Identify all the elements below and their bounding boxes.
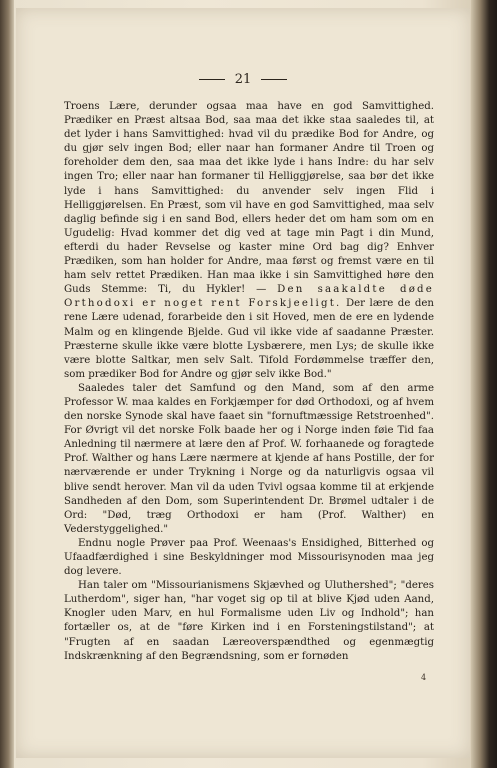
page-header xyxy=(16,72,470,87)
page-body xyxy=(64,100,434,664)
left-page-edge xyxy=(0,0,14,768)
margin-mark: 4 xyxy=(421,673,427,682)
paragraph-2: Saaledes taler det Samfund og den Mand, som af den arme Professor W. maa kaldes en Forkjæmper for død Orthodoxi, og af hvem den norske Synode skal have faaet sin "fornuftmæssige Retstroenhed". For Øvrigt vil det norske Folk baade her og i Norge inden føie Tid faa Anledning til nærmere at lære den af Prof. W. forhaanede og foragtede Prof. Walther og hans Lære nærmere at kjende af hans Postille, der for nærværende er under Trykning i Norge og da naturligvis ogsaa vil blive sendt herover. Man vil da uden Tvivl ogsaa komme til at erkjende Sandheden af den Dom, som Superintendent Dr. Brømel udtaler i de Ord: "Død, træg Orthodoxi er ham (Prof. Walther) en Vederstyggelighed." xyxy=(64,382,434,535)
page-number: 21 xyxy=(234,72,252,87)
paragraph-1-text-a: Troens Lære, derunder ogsaa maa have en god Samvittighed. Prædiker en Præst altsaa Bod, saa maa det ikke staa saaledes til, at det lyder i hans Samvittighed: hvad vil du prædike Bod for Andre, og du gjør selv ingen Bod; eller naar han formaner Andre til Troen og foreholder dem den, saa maa det ikke lyde i hans Indre: du har selv ingen Tro; eller naar han formaner til Helliggjørelse, saa bør det ikke lyde i hans Samvittighed: du anvender selv ingen Flid i Helliggjørelsen. En Præst, som vil have en god Samvittighed, maa selv daglig befinde sig i en sand Bod, ellers heder det om ham som om en Ugudelig: Hvad kommer det dig ved at tage min Pagt i din Mund, efterdi du hader Revselse og kaster mine Ord bag dig? Enhver Prædiken, som han holder for Andre, maa først og fremst være en til ham selv rettet Prædiken. Han maa ikke i sin Samvittighed høre den Guds Stemme: Ti, du Hykler! — xyxy=(64,101,434,296)
header-rule-right xyxy=(261,79,287,80)
right-page-edge xyxy=(471,0,497,768)
book-page xyxy=(16,8,470,758)
header-rule-left xyxy=(199,79,225,80)
paragraph-1 xyxy=(64,100,434,382)
paragraph-3: Endnu nogle Prøver paa Prof. Weenaas's Ensidighed, Bitterhed og Ufaadfærdighed i sine Beskyldninger mod Missourisynoden maa jeg dog levere. xyxy=(64,537,434,578)
paragraph-1-spaced-emphasis: Den saakaldte døde Orthodoxi er noget rent Forskjeeligt. xyxy=(64,284,434,310)
paragraph-1-text-b: Der lære de den rene Lære udenad, forarbeide den i sit Hoved, men de ere en lydende Malm og en klingende Bjelde. Gud vil ikke vide af saadanne Præster. Præsterne skulle ikke være blotte Lysbærere, men Lys; de skulle ikke være blotte Saltkar, men selv Salt. Tifold Fordømmelse træffer den, som prædiker Bod for Andre og gjør selv ikke Bod." xyxy=(64,298,434,380)
paragraph-4: Han taler om "Missourianismens Skjævhed og Uluthershed"; "deres Lutherdom", siger han, "har voget sig op til at blive Kjød uden Aand, Knogler uden Marv, en hul Formalisme uden Liv og Indhold"; han fortæller os, at de "føre Kirken ind i en Forsteningstilstand"; at "Frugten af en saadan Læreoverspændthed og egenmægtig Indskrænkning af den Begrændsning, som er fornøden xyxy=(64,580,434,662)
